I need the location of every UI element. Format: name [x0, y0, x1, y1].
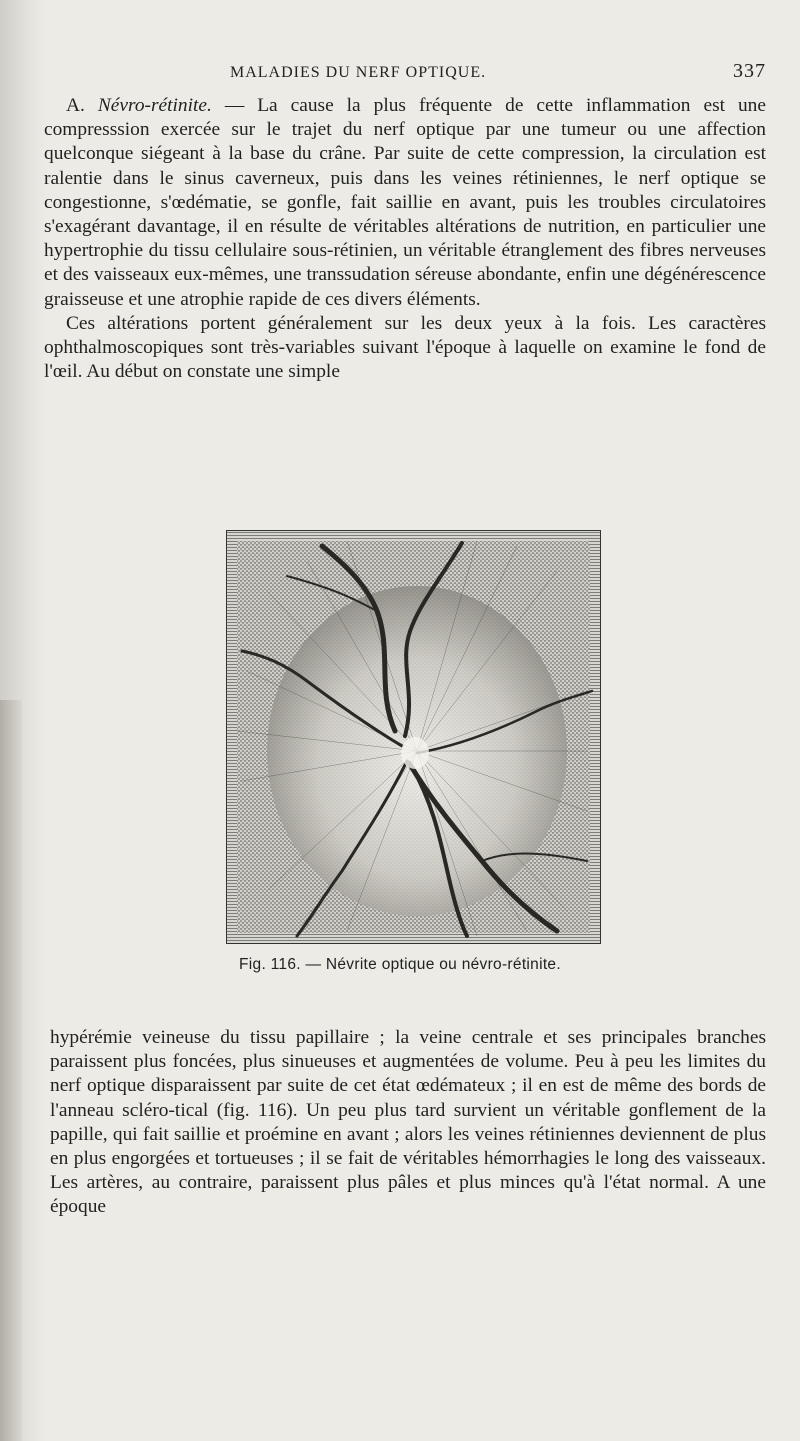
gutter-shadow [0, 700, 22, 1441]
optic-nerve-drawing [227, 531, 600, 943]
paragraph-neuro-retinitis [44, 94, 766, 312]
paragraph-2: Ces altérations portent généralement sur les deux yeux à la fois. Les caractères ophthalmoscopiques sont très-variables suivant l'époque à laquelle on examine le fond de l'œil. Au début on constate une simple [44, 312, 766, 383]
top-text [44, 94, 766, 384]
fundus-illustration [226, 530, 601, 944]
section-label: A. [66, 95, 85, 116]
paragraph-3: hypérémie veineuse du tissu papillaire ; la veine centrale et ses principales branches paraissent plus foncées, plus sinueuses et augmentées de volume. Peu à peu les limites du nerf optique disparaissent par suite de cet état œdémateux ; il en est de même des bords de l'anneau scléro-tical (fig. 116). Un peu plus tard survient un véritable gonflement de la papille, qui fait saillie et proémine en avant ; alors les veines rétiniennes deviennent de plus en plus engorgées et tortueuses ; il se fait de véritables hémorrhagies le long des vaisseaux. Les artères, au contraire, paraissent plus pâles et plus minces qu'à l'état normal. A une époque [50, 1027, 766, 1218]
section-title: Névro-rétinite. [97, 95, 212, 116]
figure-caption: Fig. 116. — Névrite optique ou névro-rétinite. [239, 956, 561, 973]
running-title: MALADIES DU NERF OPTIQUE. [230, 64, 487, 81]
running-header [230, 60, 766, 83]
bottom-text [50, 1026, 766, 1220]
paragraph-1-text: — La cause la plus fréquente de cette inflammation est une compresssion exercée sur le trajet du nerf optique par une tumeur ou une affection quelconque siégeant à la base du crâne. Par suite de cette compression, la circulation est ralentie dans le sinus caverneux, puis dans les veines rétiniennes, le nerf optique se congestionne, s'œdématie, se gonfle, fait saillie en avant, puis les troubles circulatoires s'exagérant davantage, il en résulte de véritables altérations de nutrition, en particulier une hypertrophie du tissu cellulaire sous-rétinien, un véritable étranglement des fibres nerveuses et des vaisseaux eux-mêmes, une transsudation séreuse abondante, enfin une dégénérescence graisseuse et une atrophie rapide de ces divers éléments. [44, 95, 766, 310]
page-number: 337 [733, 60, 766, 82]
